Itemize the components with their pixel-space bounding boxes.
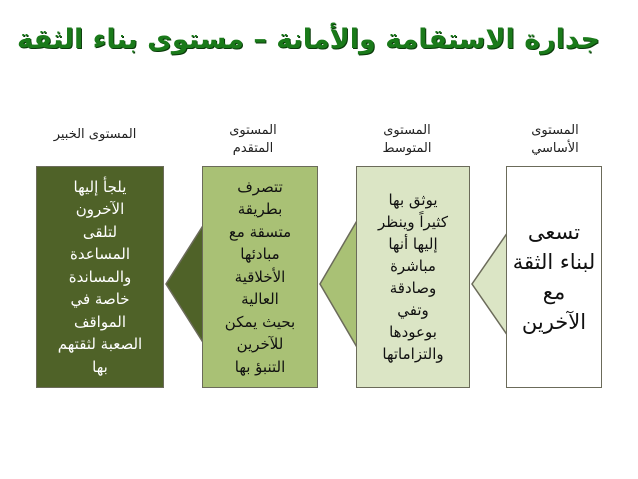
level-box-expert: يلجأ إليها الآخرون لتلقى المساعدة والمساندة خاصة في المواقف الصعبة لثقتهم بها bbox=[36, 166, 164, 388]
level-label-basic: المستوى الأساسي bbox=[531, 123, 579, 156]
page-title: جدارة الاستقامة والأمانة – مستوى بناء الثقة bbox=[16, 24, 600, 55]
level-label-expert: المستوى الخبير bbox=[53, 127, 137, 142]
arrow-left-icon bbox=[164, 174, 204, 394]
arrow-left-icon bbox=[318, 174, 358, 394]
level-label-intermediate: المستوى المتوسط bbox=[382, 123, 432, 156]
level-box-intermediate: يوثق بها كثيراً وينظر إليها أنها مباشرة وصادقة وتفي بوعودها والتزاماتها bbox=[356, 166, 470, 388]
level-box-advanced: تتصرف بطريقة متسقة مع مبادئها الأخلاقية العالية بحيث يمكن للآخرين التنبؤ بها bbox=[202, 166, 318, 388]
arrow-left-icon bbox=[470, 174, 510, 394]
level-box-basic: تسعى لبناء الثقة مع الآخرين bbox=[506, 166, 602, 388]
level-label-advanced: المستوى المتقدم bbox=[229, 123, 277, 156]
